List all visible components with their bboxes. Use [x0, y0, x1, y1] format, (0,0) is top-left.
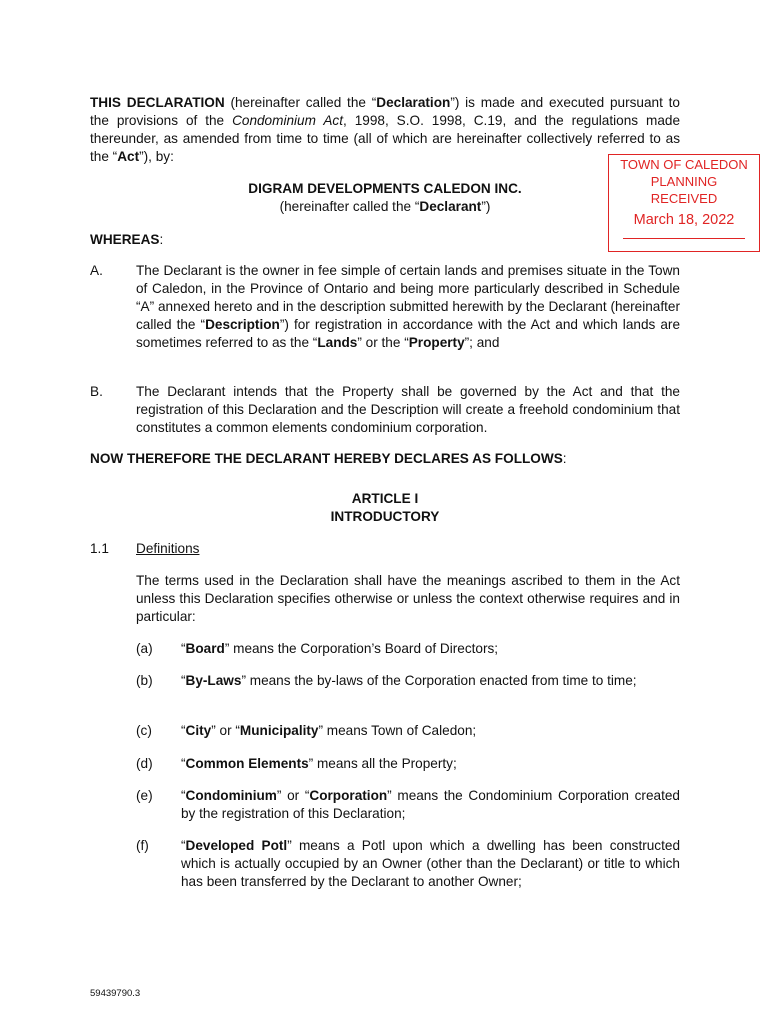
definition-d: “Common Elements” means all the Property;	[181, 756, 457, 771]
section-lead: The terms used in the Declaration shall have the meanings ascribed to them in the Act unless this Declaration specifies otherwise or unless the context otherwise requires and in particular:	[136, 573, 680, 624]
section-title: Definitions	[136, 541, 200, 556]
term-corporation: Corporation	[309, 788, 388, 803]
term-declaration: Declaration	[376, 95, 451, 110]
intro-text-1: (hereinafter called the “	[224, 95, 377, 110]
definition-label-e: (e)	[136, 788, 153, 803]
section-number: 1.1	[90, 541, 109, 556]
recital-a-label: A.	[90, 263, 103, 278]
now-therefore-heading: NOW THEREFORE THE DECLARANT HEREBY DECLARES AS FOLLOWS:	[90, 451, 567, 466]
whereas-heading: WHEREAS:	[90, 232, 164, 247]
this-declaration-heading: THIS DECLARATION	[90, 95, 225, 110]
stamp-line-town: TOWN OF CALEDON	[620, 157, 748, 172]
term-municipality: Municipality	[239, 723, 319, 738]
definition-a: “Board” means the Corporation’s Board of Directors;	[181, 641, 499, 656]
definition-f: “Developed Potl” means a Potl upon which a dwelling has been constructed which is actually occupied by an Owner (other than the Declarant) or title to which has been transferred by the Declarant to another Owner;	[181, 838, 681, 889]
article-number: ARTICLE I	[351, 491, 419, 506]
stamp-line-planning: PLANNING	[650, 174, 718, 189]
term-act: Act	[117, 149, 140, 164]
term-condominium: Condominium	[185, 788, 277, 803]
definition-e: “Condominium” or “Corporation” means the Condominium Corporation created by the registration of this Declaration;	[181, 788, 680, 821]
definition-label-f: (f)	[136, 838, 149, 853]
stamp-date: March 18, 2022	[633, 212, 735, 228]
definition-label-b: (b)	[136, 673, 153, 688]
footer-doc-number: 59439790.3	[90, 988, 141, 999]
intro-text-3: , 1998, S.O. 1998, C.19, and the regulations made thereunder, as amended from time to time (all of which are hereinafter collectively referred to as the “	[90, 113, 681, 164]
stamp-signature-line	[623, 238, 745, 239]
definition-label-c: (c)	[136, 723, 152, 738]
stamp-line-received: RECEIVED	[650, 191, 718, 206]
declarant-called: (hereinafter called the “Declarant”)	[279, 199, 491, 214]
recital-b-text: The Declarant intends that the Property shall be governed by the Act and that the registration of this Declaration and the Description will create a freehold condominium that constitutes a common elements condominium corporation.	[136, 384, 680, 435]
condominium-act-title: Condominium Act	[232, 113, 343, 128]
recital-b-label: B.	[90, 384, 103, 399]
term-lands: Lands	[317, 335, 358, 350]
term-common-elements: Common Elements	[185, 756, 309, 771]
term-property: Property	[408, 335, 465, 350]
definition-label-a: (a)	[136, 641, 153, 656]
party-block	[90, 180, 680, 216]
intro-text-4: ”), by:	[139, 149, 174, 164]
term-by-laws: By-Laws	[185, 673, 242, 688]
term-developed-potl: Developed Potl	[185, 838, 288, 853]
intro-text-2: ”) is made and executed pursuant to the provisions of the	[90, 95, 680, 128]
term-description: Description	[205, 317, 280, 332]
article-title: INTRODUCTORY	[330, 509, 440, 524]
term-board: Board	[185, 641, 225, 656]
term-city: City	[185, 723, 212, 738]
definition-c: “City” or “Municipality” means Town of Caledon;	[181, 723, 477, 738]
article-heading	[90, 490, 680, 526]
declarant-name: DIGRAM DEVELOPMENTS CALEDON INC.	[248, 181, 522, 196]
intro-paragraph	[90, 94, 680, 166]
definition-label-d: (d)	[136, 756, 153, 771]
definition-b: “By-Laws” means the by-laws of the Corporation enacted from time to time;	[181, 673, 637, 688]
term-declarant: Declarant	[419, 199, 482, 214]
recital-a-text: The Declarant is the owner in fee simple of certain lands and premises situate in the Town of Caledon, in the Province of Ontario and being more particularly described in Schedule “A” annexed hereto and in the description submitted herewith by the Declarant (hereinafter called the “Description”) for registration in accordance with the Act and which lands are sometimes referred to as the “Lands” or the “Property”; and	[136, 263, 681, 350]
